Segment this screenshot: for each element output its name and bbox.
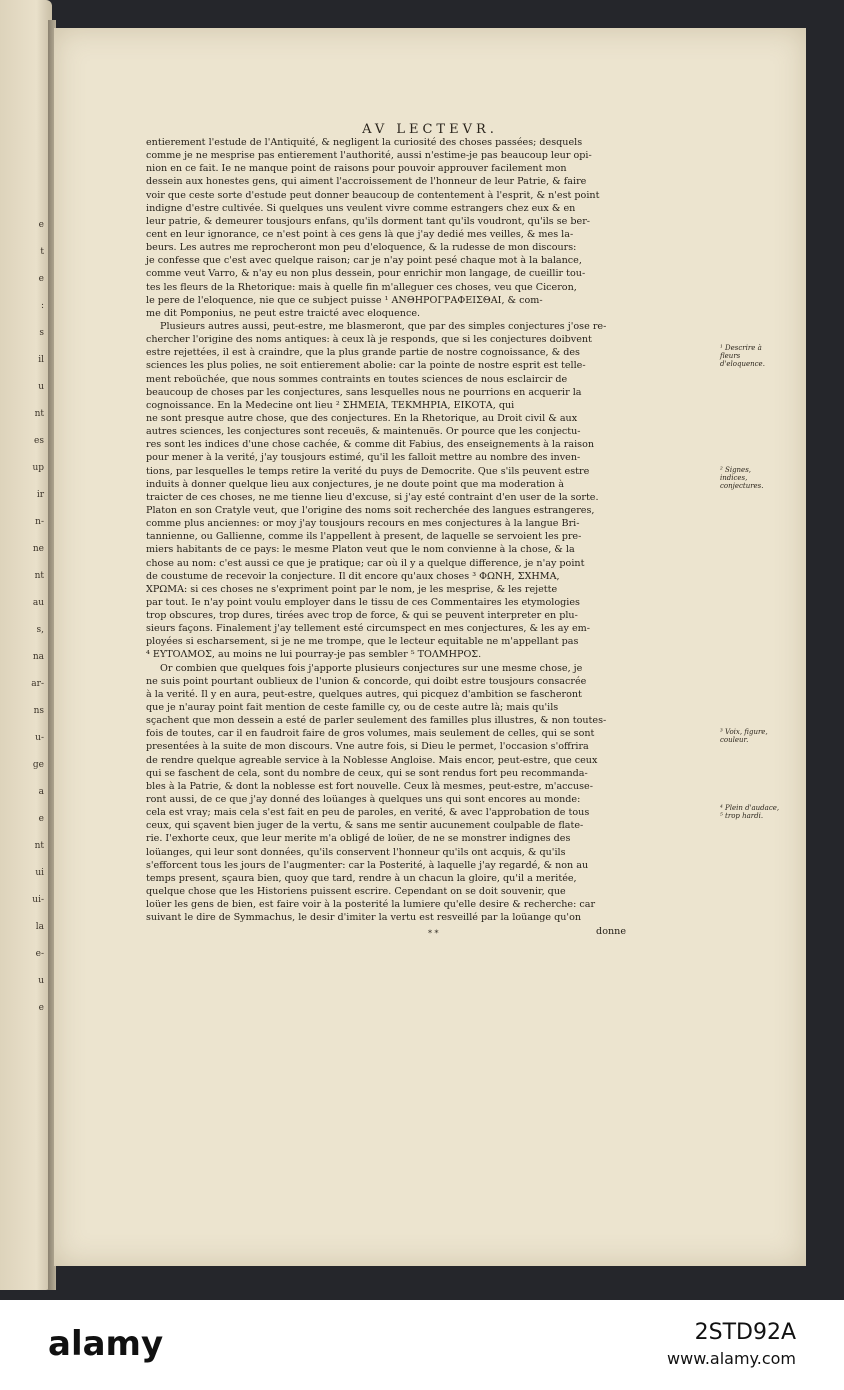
text-line: que je n'auray point fait mention de ceste famille cy, ou de ceste autre là; mais qu'ils: [146, 702, 559, 714]
left-page-fragment: a: [38, 787, 44, 797]
text-line: comme plus anciennes: or moy j'ay tousjours recours en mes conjectures à la langue Bri-: [146, 518, 580, 530]
text-line: beaucoup de choses par les conjectures, sans lesquelles nous ne pourrions en acquerir la: [146, 386, 582, 398]
text-line: trop obscures, trop dures, tirées avec trop de force, & qui se peuvent interpreter en plu-: [146, 610, 578, 622]
text-line: tes les fleurs de la Rhetorique: mais à quelle fin m'alleguer ces choses, veu que Ciceron,: [146, 281, 577, 293]
left-page-fragment: nt: [34, 409, 44, 419]
left-page-fragment: ui: [35, 868, 44, 878]
brand-url: www.alamy.com: [667, 1349, 796, 1368]
text-line: sciences les plus polies, ne soit entierement abolie: car la pointe de nostre esprit est telle-: [146, 360, 586, 372]
left-page-fragment: s,: [36, 625, 44, 635]
text-line: fois de toutes, car il en faudroit faire de gros volumes, mais seulement de celles, qui se sont: [146, 728, 595, 740]
text-line: ment reboüchée, que nous sommes contraints en toutes sciences de nous esclaircir de: [146, 373, 568, 385]
text-line: je confesse que c'est avec quelque raison; car je n'ay point pesé chaque mot à la balance,: [146, 255, 582, 267]
left-page-fragment: na: [32, 652, 44, 662]
catchword: donne: [596, 926, 626, 937]
left-page-fragment: e: [38, 1003, 44, 1013]
text-line: Or combien que quelques fois j'apporte plusieurs conjectures sur une mesme chose, je: [160, 662, 583, 674]
stock-footer: [0, 1300, 844, 1390]
left-page-fragment: :: [40, 301, 44, 311]
image-code: [667, 1320, 796, 1372]
text-line: miers habitants de ce pays: le mesme Platon veut que le nom convienne à la chose, & la: [146, 544, 575, 556]
margin-note-3: ³ Voix, figure, couleur.: [720, 728, 768, 744]
text-line: qui se faschent de cela, sont du nombre de ceux, qui se sont rendus fort peu recommanda-: [146, 767, 588, 779]
text-line: beurs. Les autres me reprocheront mon peu d'eloquence, & la rudesse de mon discours:: [146, 242, 577, 254]
left-page-fragment: es: [34, 436, 44, 446]
text-line: pour mener à la verité, j'ay tousjours estimé, qu'il les falloit mettre au nombre des inven-: [146, 452, 581, 464]
left-page-fragment: ge: [32, 760, 44, 770]
left-page-edge: [0, 0, 52, 1290]
left-page-fragment: ns: [33, 706, 44, 716]
text-line: comme je ne mesprise pas entierement l'authorité, aussi n'estime-je pas beaucoup leur opi-: [146, 150, 592, 162]
text-line: cent en leur ignorance, ce n'est point à ces gens là que j'ay dedié mes veilles, & mes la-: [146, 228, 574, 240]
book-page: [54, 28, 806, 1266]
text-line: ceux, qui sçavent bien juger de la vertu, & sans me sentir aucunement coulpable de flate-: [146, 820, 584, 832]
text-line: ne suis point pourtant oublieux de l'union & concorde, qui doibt estre tousjours consacrée: [146, 675, 587, 687]
text-line: sçachent que mon dessein a esté de parler seulement des familles plus illustres, & non toutes-: [146, 715, 607, 727]
margin-note-4: ⁴ Plein d'audace, ⁵ trop hardi.: [720, 804, 780, 820]
text-line: tions, par lesquelles le temps retire la verité du puys de Democrite. Que s'ils peuvent estre: [146, 465, 590, 477]
text-line: dessein aux honestes gens, qui aiment l'accroissement de l'honneur de leur Patrie, & faire: [146, 176, 587, 188]
text-line: comme veut Varro, & n'ay eu non plus dessein, pour enrichir mon langage, de cueillir tou-: [146, 268, 586, 280]
text-line: me dit Pomponius, ne peut estre traicté avec eloquence.: [146, 307, 421, 319]
text-line: suivant le dire de Symmachus, le desir d'imiter la vertu est resveillé par la loüange qu'on: [146, 912, 582, 924]
image-id: 2STD92A: [694, 1320, 796, 1345]
text-line: bles à la Patrie, & dont la noblesse est fort nouvelle. Ceux là mesmes, peut-estre, m'accuse-: [146, 780, 593, 792]
text-line: chose au nom: c'est aussi ce que je pratique; car où il y a quelque difference, je n'ay point: [146, 557, 585, 569]
left-page-fragment: ne: [32, 544, 44, 554]
body-text: [146, 136, 780, 938]
left-page-fragment: nt: [34, 841, 44, 851]
text-line: autres sciences, les conjectures sont receuës, & maintenuës. Or pource que les conjectu-: [146, 426, 581, 438]
left-page-fragment: ui-: [32, 895, 44, 905]
left-page-fragment: ir: [36, 490, 44, 500]
text-line: loüanges, qui leur sont données, qu'ils conservent l'honneur qu'ils ont acquis, & qu'ils: [146, 846, 566, 858]
text-line: estre rejettées, il est à craindre, que la plus grande partie de nostre cognoissance, & des: [146, 347, 580, 359]
text-line: indigne d'estre cultivée. Si quelques uns veulent vivre comme estrangers chez eux & en: [146, 202, 576, 214]
left-page-fragment: il: [38, 355, 44, 365]
left-page-fragment: u: [38, 976, 44, 986]
text-line: rie. I'exhorte ceux, que leur merite m'a obligé de loüer, de ne se monstrer indignes des: [146, 833, 571, 845]
text-line: chercher l'origine des noms antiques: à ceux là je responds, que si les conjectures doibvent: [146, 334, 592, 346]
text-line: Platon en son Cratyle veut, que l'origine des noms soit recherchée des langues estrangeres,: [146, 504, 595, 516]
text-line: s'efforcent tous les jours de l'augmenter: car la Posterité, à laquelle j'ay regardé, & non au: [146, 859, 589, 871]
left-page-fragment: up: [32, 463, 44, 473]
text-line: loüer les gens de bien, est faire voir à la posterité la lumiere qu'elle desire & recherche: car: [146, 899, 596, 911]
text-line: quelque chose que les Historiens puissent escrire. Cependant on se doit souvenir, que: [146, 886, 566, 898]
left-page-fragment: u-: [35, 733, 44, 743]
text-line: entierement l'estude de l'Antiquité, & negligent la curiosité des choses passées; desquels: [146, 137, 583, 148]
text-line: de rendre quelque agreable service à la Noblesse Angloise. Mais encor, peut-estre, que ceux: [146, 754, 598, 766]
left-page-fragment: au: [32, 598, 44, 608]
margin-note-2: ² Signes, indices, conjectures.: [720, 466, 764, 490]
text-line: ΧΡΩΜΑ: si ces choses ne s'expriment point par le nom, je les mesprise, & les rejette: [146, 583, 558, 595]
text-line: sieurs façons. Finalement j'ay tellement esté circumspect en mes conjectures, & les ay em-: [146, 623, 590, 635]
text-line: induits à donner quelque lieu aux conjectures, je ne doute point que ma moderation à: [146, 478, 564, 490]
left-page-fragment: n-: [35, 517, 44, 527]
page-header: AV LECTEVR.: [362, 122, 498, 137]
text-line: à la verité. Il y en aura, peut-estre, quelques autres, qui picquez d'ambition se fascheront: [146, 688, 582, 700]
text-line: de coustume de recevoir la conjecture. Il dit encore qu'aux choses ³ ΦΩΝΗ, ΣΧΗΜΑ,: [146, 570, 560, 582]
text-line: ne sont presque autre chose, que des conjectures. En la Rhetorique, au Droit civil & aux: [146, 412, 578, 424]
text-line: par tout. Ie n'ay point voulu employer dans le tissu de ces Commentaires les etymologies: [146, 596, 580, 608]
left-page-fragment: s: [39, 328, 44, 338]
left-page-fragment: u: [38, 382, 44, 392]
left-page-fragment: ar-: [31, 679, 44, 689]
text-line: le pere de l'eloquence, nie que ce subject puisse ¹ ΑΝΘΗΡΟΓΡΑΦΕΙΣΘΑΙ, & com-: [146, 294, 543, 306]
text-line: traicter de ces choses, ne me tienne lieu d'excuse, si j'ay esté contraint d'en user de la sorte.: [146, 491, 599, 503]
left-page-fragment: nt: [34, 571, 44, 581]
left-page-fragment: t: [40, 247, 44, 257]
text-line: ployées si escharsement, si je ne me trompe, que le lecteur equitable ne m'appellant pas: [146, 636, 579, 648]
text-line: res sont les indices d'une chose cachée, & comme dit Fabius, des enseignements à la raison: [146, 439, 595, 451]
margin-note-1: ¹ Descrire à fleurs d'eloquence.: [720, 344, 765, 368]
text-line: presentées à la suite de mon discours. Vne autre fois, si Dieu le permet, l'occasion s'offrira: [146, 741, 589, 753]
text-line: cela est vray; mais cela s'est fait en peu de paroles, en verité, & avec l'approbation de tous: [146, 807, 590, 819]
text-line: ront aussi, de ce que j'ay donné des loüanges à quelques uns qui sont encores au monde:: [146, 794, 581, 806]
left-page-fragment: e-: [35, 949, 44, 959]
text-line: voir que ceste sorte d'estude peut donner beaucoup de contentement à l'esprit, & n'est point: [146, 189, 600, 201]
text-line: tannienne, ou Gallienne, comme ils l'appellent à present, de laquelle se servoient les pre-: [146, 531, 582, 543]
text-line: temps present, sçaura bien, quoy que tard, rendre à un chacun la gloire, qu'il a meritée,: [146, 872, 577, 884]
text-line: cognoissance. En la Medecine ont lieu ² ΣΗΜΕΙΑ, ΤΕΚΜΗΡΙΑ, ΕΙΚΟΤΑ, qui: [146, 399, 515, 411]
text-line: leur patrie, & demeurer tousjours enfans, qu'ils dorment tant qu'ils voudront, qu'ils se ber-: [146, 215, 591, 227]
left-page-fragment: e: [38, 274, 44, 284]
text-line: ⁴ ΕΥΤΟΛΜΟΣ, au moins ne lui pourray-je pas sembler ⁵ ΤΟΛΜΗΡΟΣ.: [146, 649, 482, 661]
left-page-fragment: e: [38, 220, 44, 230]
signature-mark: * *: [428, 929, 439, 938]
left-page-fragment: la: [35, 922, 44, 932]
text-line: Plusieurs autres aussi, peut-estre, me blasmeront, que par des simples conjectures j'ose re-: [160, 320, 607, 332]
text-line: nion en ce fait. Ie ne manque point de raisons pour pouvoir approuver facilement mon: [146, 163, 567, 175]
left-page-fragment: e: [38, 814, 44, 824]
brand-logo: alamy: [48, 1324, 164, 1364]
